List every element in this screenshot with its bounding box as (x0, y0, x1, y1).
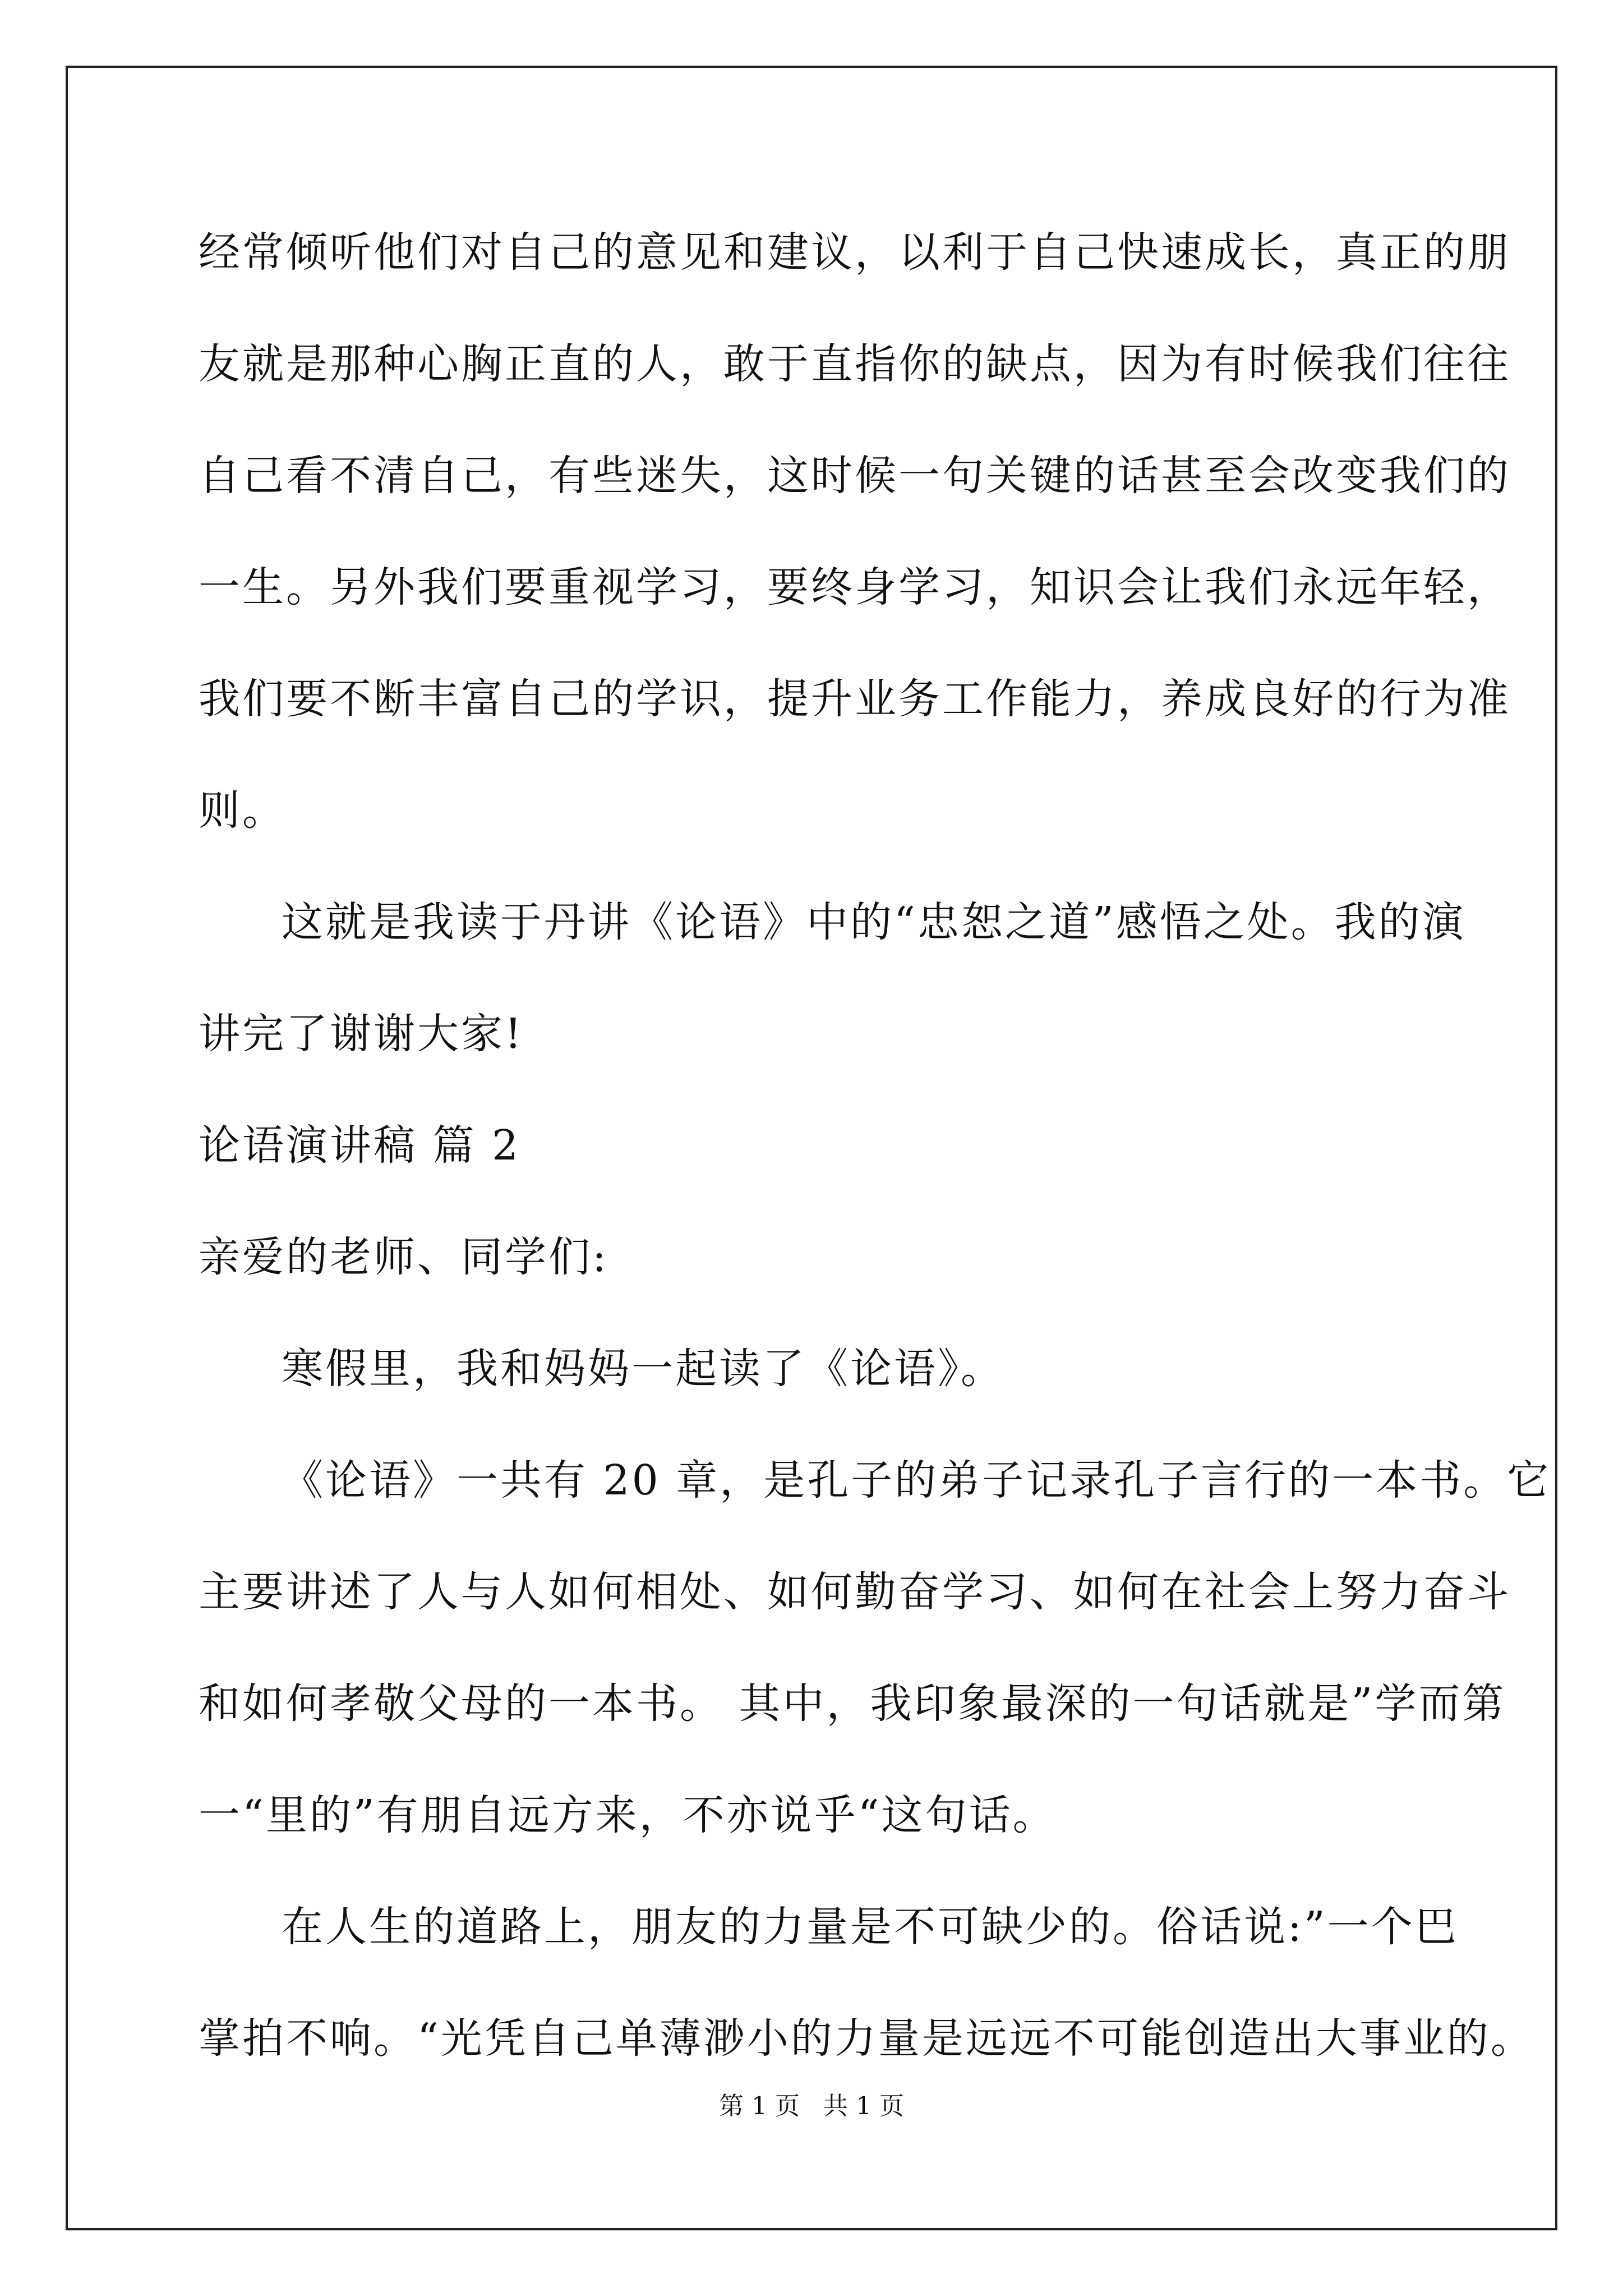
text-line: 一“里的”有朋自远方来，不亦说乎“这句话。 (199, 1791, 1057, 1839)
text-line: 掌拍不响。“光凭自己单薄渺小的力量是远远不可能创造出大事业的。 (199, 2014, 1534, 2063)
text-line: 经常倾听他们对自己的意见和建议，以利于自己快速成长，真正的朋 (199, 228, 1511, 277)
text-line: 则。 (199, 786, 286, 835)
page-footer: 第 1 页 共 1 页 (719, 2092, 904, 2120)
text-line: 和如何孝敬父母的一本书。 其中，我印象最深的一句话就是”学而第 (199, 1680, 1506, 1728)
text-line: 讲完了谢谢大家! (199, 1010, 524, 1058)
text-line: 我们要不断丰富自己的学识，提升业务工作能力，养成良好的行为准 (199, 675, 1511, 723)
text-line: 一生。另外我们要重视学习，要终身学习，知识会让我们永远年轻， (199, 563, 1511, 611)
text-line: 主要讲述了人与人如何相处、如何勤奋学习、如何在社会上努力奋斗 (199, 1568, 1511, 1616)
text-line: 在人生的道路上，朋友的力量是不可缺少的。俗话说:”一个巴 (282, 1903, 1459, 1951)
salutation: 亲爱的老师、同学们: (199, 1233, 608, 1281)
text-line: 友就是那种心胸正直的人，敢于直指你的缺点，因为有时候我们往往 (199, 340, 1511, 388)
document-body (199, 216, 1551, 2114)
text-line: 《论语》一共有 20 章，是孔子的弟子记录孔子言行的一本书。它 (282, 1456, 1551, 1504)
text-line: 自己看不清自己，有些迷失，这时候一句关键的话甚至会改变我们的 (199, 452, 1511, 500)
section-heading: 论语演讲稿 篇 2 (199, 1121, 521, 1170)
text-line: 这就是我读于丹讲《论语》中的“忠恕之道”感悟之处。我的演 (282, 898, 1466, 946)
text-line: 寒假里，我和妈妈一起读了《论语》。 (282, 1345, 1004, 1393)
